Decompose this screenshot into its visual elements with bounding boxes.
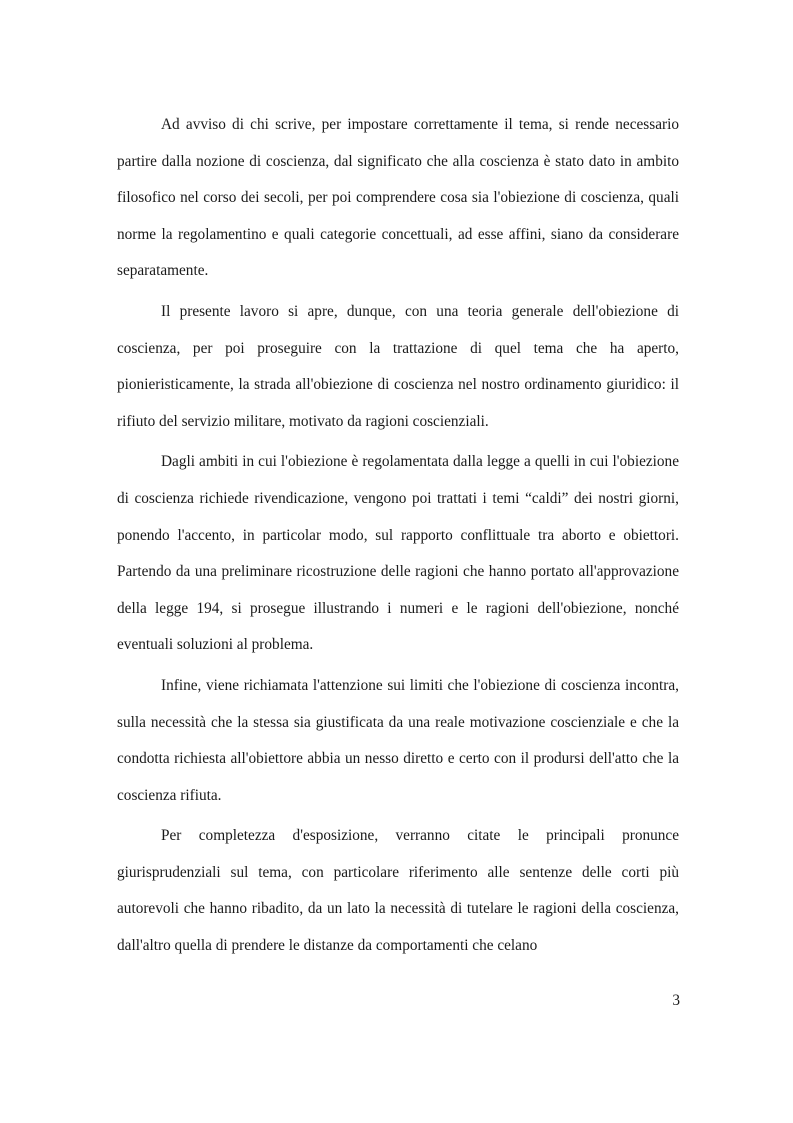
body-text (117, 107, 679, 969)
paragraph: Il presente lavoro si apre, dunque, con una teoria generale dell'obiezione di coscienza, per poi proseguire con la trattazione di quel tema che ha aperto, pionieristicamente, la strada all'obiezione di coscienza nel nostro ordinamento giuridico: il rifiuto del servizio militare, motivato da ragioni coscienziali. (117, 302, 679, 430)
page-number: 3 (672, 992, 680, 1009)
paragraph: Dagli ambiti in cui l'obiezione è regolamentata dalla legge a quelli in cui l'obiezione di coscienza richiede rivendicazione, vengono poi trattati i temi “caldi” dei nostri giorni, ponendo l'accento, in particolar modo, sul rapporto conflittuale tra aborto e obiettori. Partendo da una preliminare ricostruzione delle ragioni che hanno portato all'approvazione della legge 194, si prosegue illustrando i numeri e le ragioni dell'obiezione, nonché eventuali soluzioni al problema. (117, 453, 679, 654)
paragraph: Ad avviso di chi scrive, per impostare correttamente il tema, si rende necessario partire dalla nozione di coscienza, dal significato che alla coscienza è stato dato in ambito filosofico nel corso dei secoli, per poi comprendere cosa sia l'obiezione di coscienza, quali norme la regolamentino e quali categorie concettuali, ad esse affini, siano da considerare separatamente. (117, 116, 679, 280)
paragraph: Infine, viene richiamata l'attenzione sui limiti che l'obiezione di coscienza incontra, sulla necessità che la stessa sia giustificata da una reale motivazione coscienziale e che la condotta richiesta all'obiettore abbia un nesso diretto e certo con il prodursi dell'atto che la coscienza rifiuta. (117, 676, 679, 804)
paragraph: Per completezza d'esposizione, verranno citate le principali pronunce giurisprudenziali sul tema, con particolare riferimento alle sentenze delle corti più autorevoli che hanno ribadito, da un lato la necessità di tutelare le ragioni della coscienza, dall'altro quella di prendere le distanze da comportamenti che celano (117, 827, 679, 955)
